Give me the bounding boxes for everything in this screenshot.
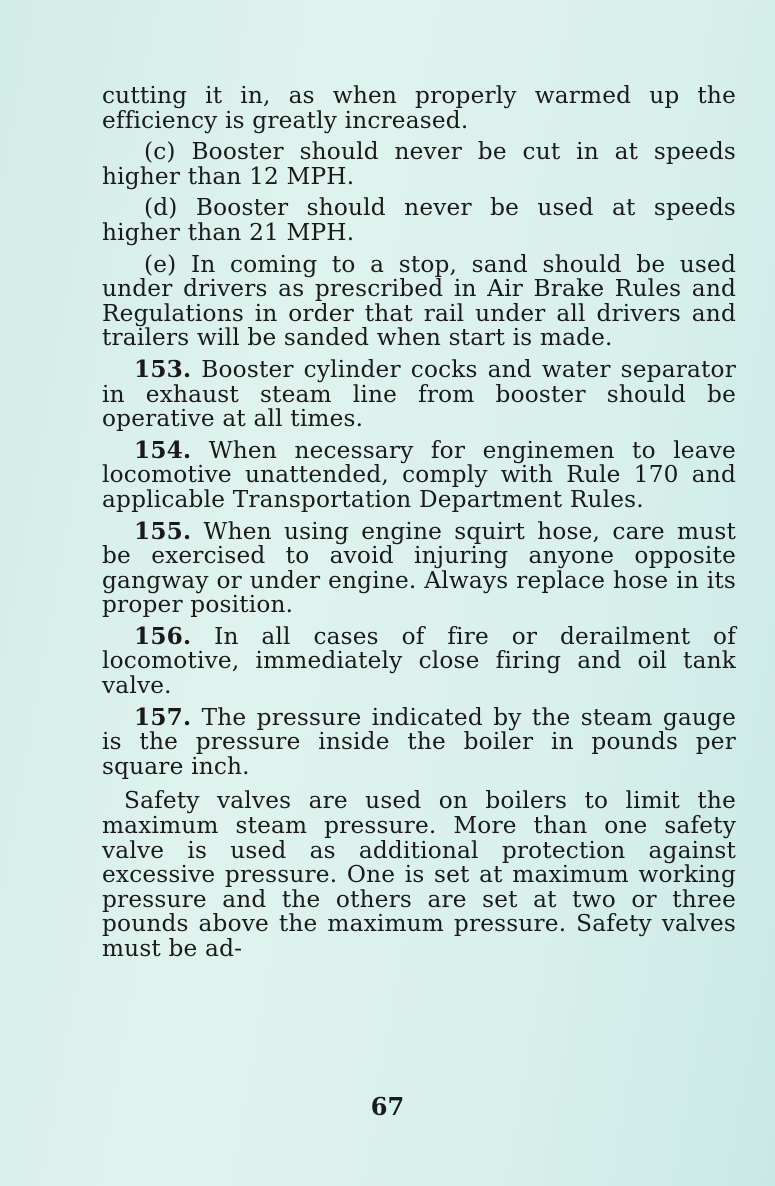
- rule-156: [102, 622, 736, 700]
- rule-number: 154.: [134, 436, 192, 464]
- item-label: (c): [144, 138, 176, 166]
- rule-153: [102, 355, 736, 433]
- rule-number: 156.: [134, 622, 192, 650]
- rule-text: Booster cylinder cocks and water separator in exhaust steam line from booster should be operative at all times.: [102, 355, 736, 433]
- rule-number: 153.: [134, 355, 192, 383]
- rule-number: 155.: [134, 517, 192, 545]
- item-text: Booster should never be cut in at speeds higher than 12 MPH.: [102, 138, 736, 190]
- page-number: 67: [370, 1092, 405, 1121]
- item-label: (d): [144, 194, 178, 222]
- rule-text: When using engine squirt hose, care must be exercised to avoid injuring anyone opposite gangway or under engine. Always replace hose in its proper position.: [102, 517, 736, 619]
- item-d: [102, 196, 736, 245]
- continuation-paragraph: cutting it in, as when properly warmed up the efficiency is greatly increased.: [102, 82, 736, 134]
- rule-number: 157.: [134, 703, 192, 731]
- rule-154: [102, 436, 736, 513]
- item-e: [102, 250, 736, 352]
- rule-text: In all cases of fire or derailment of locomotive, immediately close firing and oil tank valve.: [102, 622, 736, 700]
- item-text: In coming to a stop, sand should be used under drivers as prescribed in Air Brake Rules and Regulations in order that rail under all drivers and trailers will be sanded when start is made.: [102, 250, 736, 352]
- item-c: [102, 140, 736, 189]
- item-label: (e): [144, 250, 177, 278]
- rule-155: [102, 517, 736, 619]
- rule-157: [102, 703, 736, 780]
- item-text: Booster should never be used at speeds higher than 21 MPH.: [102, 194, 736, 246]
- page-text: [102, 84, 736, 962]
- rule-text: The pressure indicated by the steam gauge is the pressure inside the boiler in pounds per square inch.: [102, 703, 736, 780]
- safety-valves-paragraph: Safety valves are used on boilers to limit the maximum steam pressure. More than one safety valve is used as additional protection against excessive pressure. One is set at maximum working pressure and the others are set at two or three pounds above the maximum pressure. Safety valves must be ad-: [102, 787, 736, 962]
- rule-text: When necessary for enginemen to leave locomotive unattended, comply with Rule 170 and applicable Transportation Department Rules.: [102, 436, 736, 513]
